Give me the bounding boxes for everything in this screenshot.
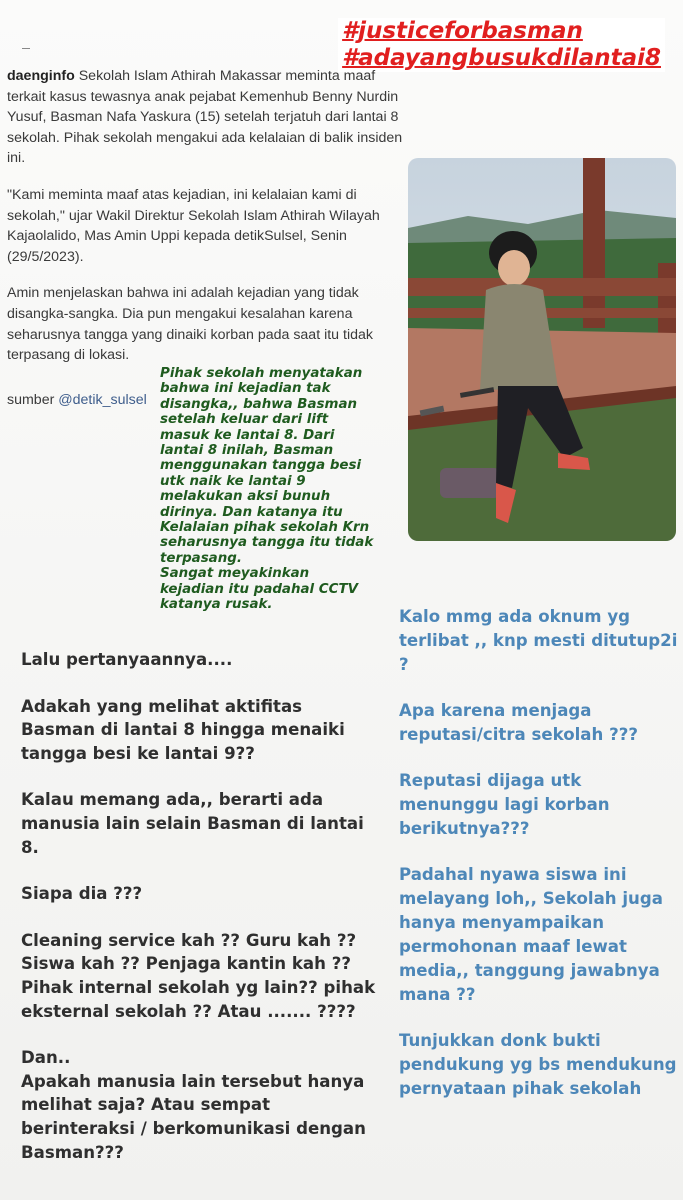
hashtag-overlay <box>338 18 665 72</box>
question-paragraph: Kalau memang ada,, berarti ada manusia lain selain Basman di lantai 8. <box>21 790 364 857</box>
question-paragraph: Lalu pertanyaannya.... <box>21 650 233 669</box>
question-paragraph: Padahal nyawa siswa ini melayang loh,, Sekolah juga hanya menyampaikan permohonan maaf lewat media,, tanggung jawabnya mana ?? <box>399 865 663 1004</box>
green-line: dirinya. Dan katanya itu <box>160 504 343 520</box>
green-line: terpasang. <box>160 550 242 566</box>
source-credit: sumber @detik_sulsel <box>7 392 147 408</box>
question-paragraph: Cleaning service kah ?? Guru kah ?? Siswa kah ?? Penjaga kantin kah ?? Pihak internal sekolah yg lain?? pihak eksternal sekolah ?? Atau ....... ???? <box>21 930 376 1021</box>
article-paragraph-3: Amin menjelaskan bahwa ini adalah kejadian yang tidak disangka-sangka. Dia pun mengakui kesalahan karena seharusnya tangga yang dinaiki korban pada saat itu tidak terpasang di lokasi. <box>7 285 373 364</box>
question-paragraph: Tunjukkan donk bukti pendukung yg bs mendukung pernyataan pihak sekolah <box>399 1031 677 1098</box>
photo-illustration <box>408 158 676 541</box>
article-paragraph-1: daenginfo Sekolah Islam Athirah Makassar meminta maaf terkait kasus tewasnya anak pejabat Kemenhub Benny Nurdin Yusuf, Basman Nafa Yaskura (15) setelah terjatuh dari lantai 8 sekolah. Pihak sekolah mengakui ada kelalaian di balik insiden ini. <box>7 68 403 167</box>
article-paragraph-2: "Kami meminta maaf atas kejadian, ini kelalaian kami di sekolah," ujar Wakil Direktur Sekolah Islam Athirah Wilayah Kajaolalido, Mas Amin Uppi kepada detikSulsel, Senin (29/5/2023). <box>7 186 380 265</box>
hashtag-adayangbusuk[interactable]: #adayangbusukdilantai8 <box>338 45 665 72</box>
green-line: Pihak sekolah menyatakan <box>160 366 363 381</box>
question-paragraph: Siapa dia ??? <box>21 884 143 904</box>
green-line: seharusnya tangga itu tidak <box>160 535 374 551</box>
green-line: masuk ke lantai 8. Dari <box>160 427 335 443</box>
green-line: katanya rusak. <box>160 597 273 613</box>
account-handle[interactable]: daenginfo <box>7 68 75 84</box>
green-line: menggunakan tangga besi <box>160 458 362 474</box>
green-line: utk naik ke lantai 9 <box>160 473 306 489</box>
green-line: disangka,, bahwa Basman <box>160 396 358 412</box>
question-list-left <box>21 648 381 1187</box>
green-commentary <box>160 366 410 613</box>
question-paragraph: Kalo mmg ada oknum yg terlibat ,, knp mesti ditutup2i ? <box>399 607 678 674</box>
question-paragraph: Dan.. Apakah manusia lain tersebut hanya melihat saja? Atau sempat berinteraksi / berkomunikasi dengan Basman??? <box>21 1048 366 1162</box>
green-line: melakukan aksi bunuh <box>160 489 331 505</box>
source-link[interactable]: @detik_sulsel <box>58 392 147 408</box>
news-post-text <box>7 66 405 382</box>
green-line: lantai 8 inilah, Basman <box>160 443 334 459</box>
question-list-right <box>399 605 679 1123</box>
green-line: kejadian itu padahal CCTV <box>160 581 358 597</box>
divider <box>22 48 30 49</box>
green-line: setelah keluar dari lift <box>160 412 329 428</box>
hashtag-justiceforbasman[interactable]: #justiceforbasman <box>338 18 665 45</box>
green-line: Kelalaian pihak sekolah Krn <box>160 520 370 536</box>
question-paragraph: Apa karena menjaga reputasi/citra sekolah ??? <box>399 701 638 744</box>
green-line: bahwa ini kejadian tak <box>160 381 331 397</box>
question-paragraph: Adakah yang melihat aktifitas Basman di lantai 8 hingga menaiki tangga besi ke lantai 9?? <box>21 696 345 763</box>
green-line: Sangat meyakinkan <box>160 566 310 582</box>
question-paragraph: Reputasi dijaga utk menunggu lagi korban berikutnya??? <box>399 771 610 838</box>
student-photo <box>408 158 676 541</box>
